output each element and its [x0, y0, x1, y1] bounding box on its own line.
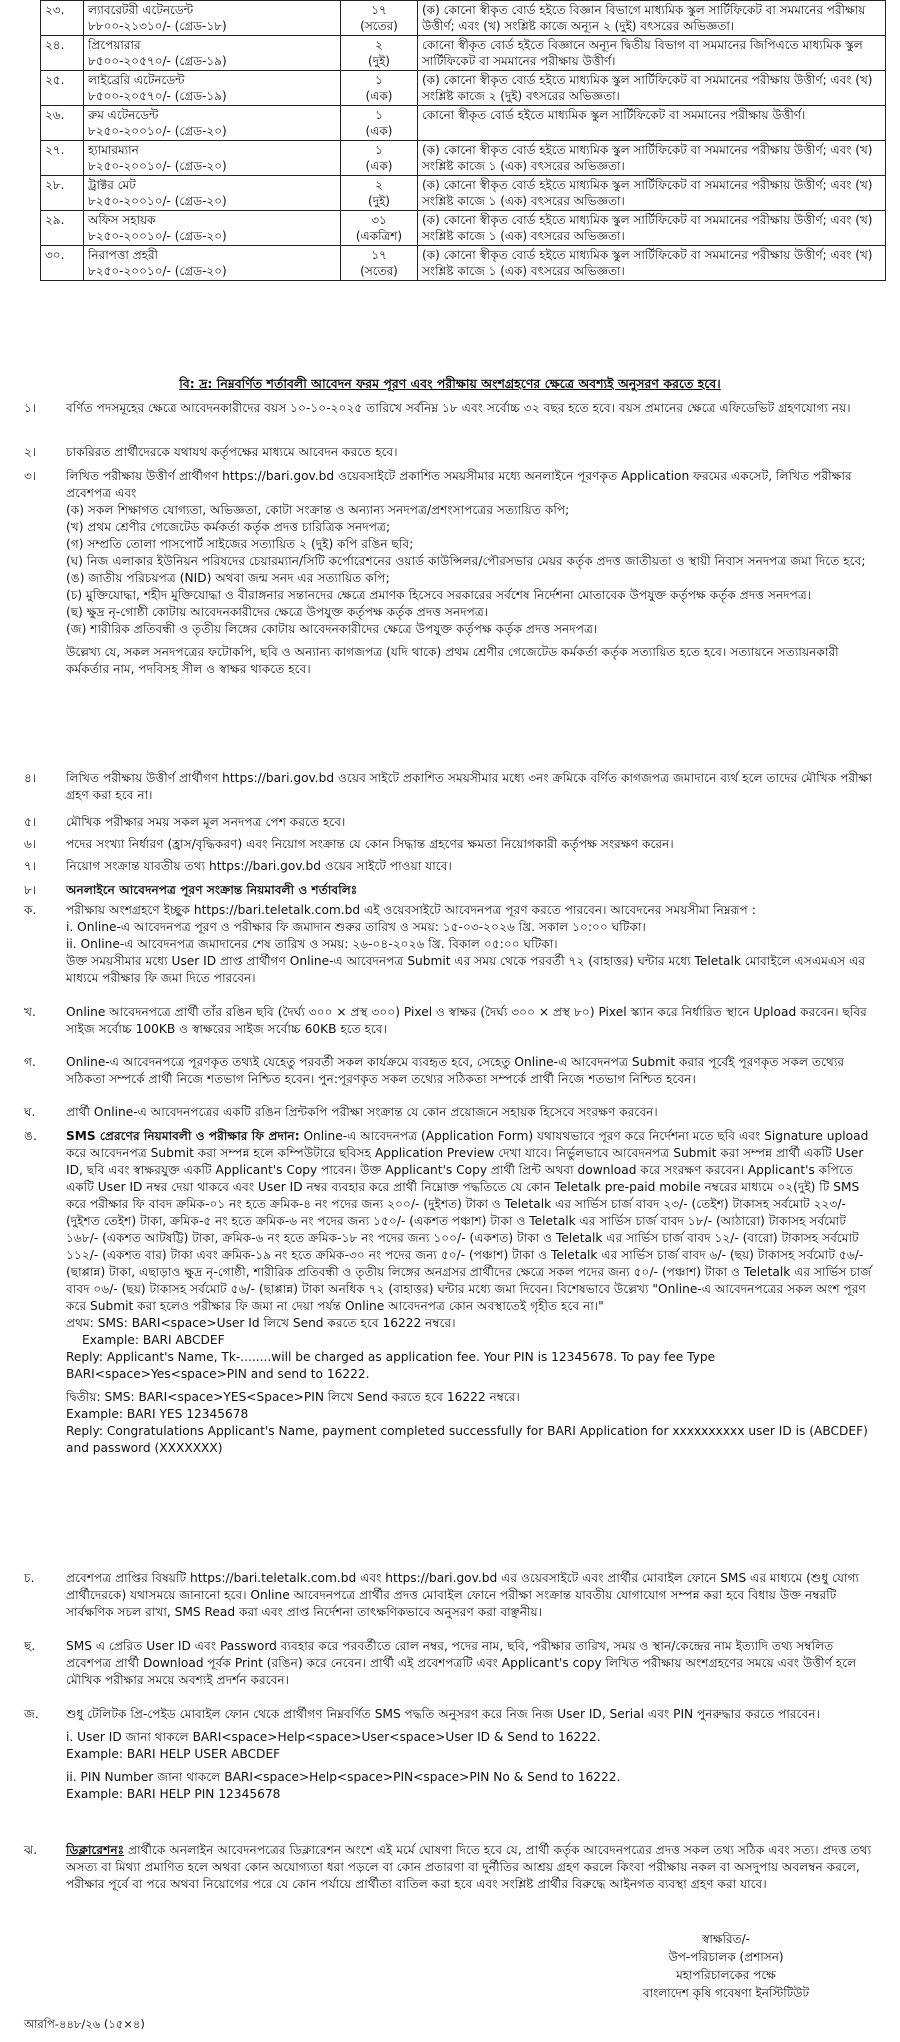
qualification: কোনো স্বীকৃত বোর্ড হইতে বিজ্ঞানে অন্যূন দ্বিতীয় বিভাগ বা সমমানের জিপিএতে মাধ্যমিক স্কুল সার্টিফিকেট বা সমমানের পরীক্ষায় উত্তীর্ণ।: [418, 36, 886, 71]
post-name: অফিস সহায়ক: [88, 213, 156, 227]
post-name-cell: [84, 106, 341, 141]
pay-scale: ৮৫০০-২০৫৭০/- (গ্রেড-১৯): [88, 54, 227, 68]
row-serial: ২৪.: [41, 36, 84, 71]
post-name: নিরাপত্তা প্রহরী: [88, 248, 158, 262]
table-row: [41, 106, 886, 141]
post-count: ২: [375, 178, 383, 192]
qualification: (ক) কোনো স্বীকৃত বোর্ড হইতে মাধ্যমিক স্কুল সার্টিফিকেট বা সমমানের পরীক্ষায় উত্তীর্ণ; এবং (খ) সংশ্লিষ্ট কাজে ১ (এক) বৎসরের অভিজ্ঞতা।: [418, 176, 886, 211]
row-serial: ২৭.: [41, 141, 84, 176]
notice-heading: বি: দ্র: নিম্নবর্ণিত শর্তাবলী আবেদন ফরম পূরণ এবং পরীক্ষায় অংশগ্রহণের ক্ষেত্রে অবশ্যই অনুসরণ করতে হবে।: [179, 376, 721, 391]
footer-ref: আরপি-৪৪৮/২৬ (১৫×৪): [24, 2017, 145, 2031]
post-name: রুম এটেনডেন্ট: [88, 108, 159, 122]
post-count-cell: [341, 246, 418, 281]
row-serial: ৩০.: [41, 246, 84, 281]
row-serial: ২৮.: [41, 176, 84, 211]
post-count-word: (দুই): [368, 54, 390, 68]
table-row: [41, 176, 886, 211]
qualification: (ক) কোনো স্বীকৃত বোর্ড হইতে মাধ্যমিক স্কুল সার্টিফিকেট বা সমমানের পরীক্ষায় উত্তীর্ণ; এবং (খ) সংশ্লিষ্ট কাজে ১ (এক) বৎসরের অভিজ্ঞতা।: [418, 211, 886, 246]
pay-scale: ৮২৫০-২০০১০/- (গ্রেড-২০): [88, 229, 227, 243]
post-name: ট্রাক্টর মেট: [88, 178, 136, 192]
post-count-word: (এক): [365, 124, 393, 138]
qualification: (ক) কোনো স্বীকৃত বোর্ড হইতে বিজ্ঞান বিভাগে মাধ্যমিক স্কুল সার্টিফিকেট বা সমমানের পরীক্ষায় উত্তীর্ণ; এবং (খ) সংশ্লিষ্ট কাজে অন্যূন ২ (দুই) বৎসরের অভিজ্ঞতা।: [418, 1, 886, 36]
post-name-cell: [84, 141, 341, 176]
qualification: (ক) কোনো স্বীকৃত বোর্ড হইতে মাধ্যমিক স্কুল সার্টিফিকেট বা সমমানের পরীক্ষায় উত্তীর্ণ; এবং (খ) সংশ্লিষ্ট কাজে ১ (এক) বৎসরের অভিজ্ঞতা।: [418, 246, 886, 281]
post-count-word: (এক): [365, 159, 393, 173]
table-row: [41, 211, 886, 246]
post-name: ল্যাবরেটরী এটেনডেন্ট: [88, 3, 194, 17]
row-serial: ২৯.: [41, 211, 84, 246]
table-row: [41, 141, 886, 176]
post-count-cell: [341, 71, 418, 106]
qualification: কোনো স্বীকৃত বোর্ড হইতে মাধ্যমিক স্কুল সার্টিফিকেট বা সমমানের পরীক্ষায় উত্তীর্ণ।: [418, 106, 886, 141]
post-count-cell: [341, 1, 418, 36]
post-count-word: (একত্রিশ): [355, 229, 403, 243]
row-serial: ২৫.: [41, 71, 84, 106]
post-name-cell: [84, 71, 341, 106]
post-name: প্রিপেয়ারার: [88, 38, 141, 52]
post-count-cell: [341, 36, 418, 71]
post-count-cell: [341, 176, 418, 211]
pay-scale: ৮২৫০-২০০১০/- (গ্রেড-২০): [88, 194, 227, 208]
post-count-word: (সতের): [360, 264, 398, 278]
post-name-cell: [84, 176, 341, 211]
table-row: [41, 36, 886, 71]
post-count: ২: [375, 38, 383, 52]
post-name-cell: [84, 211, 341, 246]
post-count: ১: [375, 73, 383, 87]
post-count: ৩১: [371, 213, 387, 227]
post-count-word: (দুই): [368, 194, 390, 208]
post-count-cell: [341, 141, 418, 176]
post-count-cell: [341, 106, 418, 141]
post-count: ১৭: [371, 3, 387, 17]
post-name: হ্যামারম্যান: [88, 143, 139, 157]
pay-scale: ৮৫০০-২০৫৭০/- (গ্রেড-১৯): [88, 89, 227, 103]
post-name: লাইব্রেরি এটেনডেন্ট: [88, 73, 185, 87]
table-row: [41, 71, 886, 106]
table-row: [41, 246, 886, 281]
post-count-cell: [341, 211, 418, 246]
signature-block: স্বাক্ষরিত/- উপ-পরিচালক (প্রশাসন) মহাপরিচালকের পক্ষে বাংলাদেশ কৃষি গবেষণা ইনস্টিটিউট: [642, 1932, 810, 2000]
table-row: [41, 1, 886, 36]
posts-table: [40, 0, 886, 281]
post-count: ১: [375, 108, 383, 122]
post-name-cell: [84, 36, 341, 71]
qualification: (ক) কোনো স্বীকৃত বোর্ড হইতে মাধ্যমিক স্কুল সার্টিফিকেট বা সমমানের পরীক্ষায় উত্তীর্ণ; এবং (খ) সংশ্লিষ্ট কাজে ২ (দুই) বৎসরের অভিজ্ঞতা।: [418, 71, 886, 106]
post-count: ১: [375, 143, 383, 157]
pay-scale: ৮২৫০-২০০১০/- (গ্রেড-২০): [88, 264, 227, 278]
post-count: ১৭: [371, 248, 387, 262]
pay-scale: ৮২৫০-২০০১০/- (গ্রেড-২০): [88, 124, 227, 138]
row-serial: ২৬.: [41, 106, 84, 141]
document-page: ২৩. ল্যাবরেটরী এটেনডেন্ট ৮৮০০-২১৩১০/- (গ্রেড-১৮) ১৭ (সতের) (ক) কোনো স্বীকৃত বোর্ড হইতে বিজ্ঞান বিভাগে মাধ্যমিক স্কুল সার্টিফিকেট বা সমমানের পরীক্ষায় উত্তীর্ণ; এবং (খ) সংশ্লিষ্ট কাজে অন্যূন ২ (দুই) বৎসরের অভিজ্ঞতা। ২৪. প্রিপেয়ারার ৮৫০০-২০৫৭০/- (গ্রেড-১৯) ২ (দুই) কোনো স্বীকৃত বোর্ড হইতে বিজ্ঞানে অন্যূন দ্বিতীয় বিভাগ বা সমমানের জিপিএতে মাধ্যমিক স্কুল সার্টিফিকেট বা সমমানের পরীক্ষায় উত্তীর্ণ। ২৫. লাইব্রেরি এটেনডেন্ট ৮৫০০-২০৫৭০/- (গ্রেড-১৯) ১ (এক) (ক) কোনো স্বীকৃত বোর্ড হইতে মাধ্যমিক স্কুল সার্টিফিকেট বা সমমানের পরীক্ষায় উত্তীর্ণ; এবং (খ) সংশ্লিষ্ট কাজে ২ (দুই) বৎসরের অভিজ্ঞতা। ২৬. রুম এটেনডেন্ট ৮২৫০-২০০১০/- (গ্রেড-২০) ১ (এক) কোনো স্বীকৃত বোর্ড হইতে মাধ্যমিক স্কুল সার্টিফিকেট বা সমমানের পরীক্ষায় উত্তীর্ণ। ২৭. হ্যামারম্যান ৮২৫০-২০০১০/- (গ্রেড-২০) ১ (এক) (ক) কোনো স্বীকৃত বোর্ড হইতে মাধ্যমিক স্কুল সার্টিফিকেট বা সমমানের পরীক্ষায় উত্তীর্ণ; এবং (খ) সংশ্লিষ্ট কাজে ১ (এক) বৎসরের অভিজ্ঞতা। ২৮. ট্রাক্টর মেট ৮২৫০-২০০১০/- (গ্রেড-২০) ২ (দুই) (ক) কোনো স্বীকৃত বোর্ড হইতে মাধ্যমিক স্কুল সার্টিফিকেট বা সমমানের পরীক্ষায় উত্তীর্ণ; এবং (খ) সংশ্লিষ্ট কাজে ১ (এক) বৎসরের অভিজ্ঞতা। ২৯. অফিস সহায়ক ৮২৫০-২০০১০/- (গ্রেড-২০) ৩১ (একত্রিশ) (ক) কোনো স্বীকৃত বোর্ড হইতে মাধ্যমিক স্কুল সার্টিফিকেট বা সমমানের পরীক্ষায় উত্তীর্ণ; এবং (খ) সংশ্লিষ্ট কাজে ১ (এক) বৎসরের অভিজ্ঞতা। ৩০. নিরাপত্তা প্রহরী ৮২৫০-২০০১০/- (গ্রেড-২০) ১৭ (সতের) (ক) কোনো স্বীকৃত বোর্ড হইতে মাধ্যমিক স্কুল সার্টিফিকেট বা সমমানের পরীক্ষায় উত্তীর্ণ; এবং (খ) সংশ্লিষ্ট কাজে ১ (এক) বৎসরের অভিজ্ঞতা। বি: দ্র: নিম্নবর্ণিত শর্তাবলী আবেদন ফরম পূরণ এবং পরীক্ষায় অংশগ্রহণের ক্ষেত্রে অবশ্যই অনুসরণ করতে হবে। ১। বর্ণিত পদসমূহের ক্ষেত্রে আবেদনকারীদের বয়স ১০-১০-২০২৫ তারিখে সর্বনিম্ন ১৮ এবং সর্বোচ্চ ৩২ বছর হতে হবে। বয়স প্রমানের ক্ষেত্রে এফিডেভিট গ্রহণযোগ্য নয়। ২। চাকরিরত প্রার্থীদেরকে যথাযথ কর্তৃপক্ষের মাধ্যমে আবেদন করতে হবে। ৩। লিখিত পরীক্ষায় উত্তীর্ণ প্রার্থীগণ https://bari.gov.bd ওয়েবসাইটে প্রকাশিত সময়সীমার মধ্যে অনলাইনে পূরণকৃত Application ফরমের একসেট, লিখিত পরীক্ষার প্রবেশপত্র এবং (ক) সকল শিক্ষাগত যোগ্যতা, অভিজ্ঞতা, কোটা সংক্রান্ত ও অন্যান্য সনদপত্র/প্রশংসাপত্রের সত্যায়িত কপি; (খ) প্রথম শ্রেণীর গেজেটেড কর্মকর্তা কর্তৃক প্রদত্ত চারিত্রিক সনদপত্র; (গ) সম্প্রতি তোলা পাসপোর্ট সাইজের সত্যায়িত ২ (দুই) কপি রঙিন ছবি; (ঘ) নিজ এলাকার ইউনিয়ন পরিষদের চেয়ারম্যান/সিটি কর্পোরেশনের ওয়ার্ড কাউন্সিলর/পৌরসভার মেয়র কর্তৃক প্রদত্ত জাতীয়তা ও স্থায়ী নিবাস সনদপত্র জমা দিতে হবে; (ঙ) জাতীয় পরিচয়পত্র (NID) অথবা জন্ম সনদ এর সত্যায়িত কপি; (চ) মুক্তিযোদ্ধা, শহীদ মুক্তিযোদ্ধা ও বীরাঙ্গনার সন্তানদের ক্ষেত্রে প্রমাণক হিসেবে সরকারের সর্বশেষ নির্দেশনা মোতাবেক উপযুক্ত কর্তৃপক্ষ কর্তৃক প্রদত্ত সনদপত্র। (ছ) ক্ষুদ্র নৃ-গোষ্ঠী কোটায় আবেদনকারীদের ক্ষেত্রে উপযুক্ত কর্তৃপক্ষ কর্তৃক প্রদত্ত সনদপত্র। (জ) শারীরিক প্রতিবন্ধী ও তৃতীয় লিঙ্গের কোটায় আবেদনকারীদের ক্ষেত্রে উপযুক্ত কর্তৃপক্ষ কর্তৃক প্রদত্ত সনদপত্র। উল্লেখ্য যে, সকল সনদপত্রের ফটোকপি, ছবি ও অন্যান্য কাগজপত্র (যদি থাকে) প্রথম শ্রেণীর গেজেটেড কর্মকর্তা কর্তৃক সত্যায়িত হতে হবে। সত্যায়নে সত্যায়নকারী কর্মকর্তার নাম, পদবিসহ সীল ও স্বাক্ষর থাকতে হবে। ৪। লিখিত পরীক্ষায় উত্তীর্ণ প্রার্থীগণ https://bari.gov.bd ওয়েব সাইটে প্রকাশিত সময়সীমার মধ্যে ৩নং ক্রমিকে বর্ণিত কাগজপত্র জমাদানে ব্যর্থ হলে তাদের মৌখিক পরীক্ষা গ্রহণ করা হবে না। ৫। মৌখিক পরীক্ষার সময় সকল মূল সনদপত্র পেশ করতে হবে। ৬। পদের সংখ্যা নির্ধারণ (হ্রাস/বৃদ্ধিকরণ) এবং নিয়োগ সংক্রান্ত যে কোন সিদ্ধান্ত গ্রহণের ক্ষমতা নিয়োগকারী কর্তৃপক্ষ সংরক্ষণ করেন। ৭। নিয়োগ সংক্রান্ত যাবতীয় তথ্য https://bari.gov.bd ওয়েব সাইটে পাওয়া যাবে। ৮। অনলাইনে আবেদনপত্র পূরণ সংক্রান্ত নিয়মাবলী ও শর্তাবলিঃ ক. পরীক্ষায় অংশগ্রহণে ইচ্ছুক https://bari.teletalk.com.bd এই ওয়েবসাইটে আবেদনপত্র পূরণ করতে পারবেন। আবেদনের সময়সীমা নিম্নরূপ : i. Online-এ আবেদনপত্র পূরণ ও পরীক্ষার ফি জমাদান শুরুর তারিখ ও সময়: ১৫-০৩-২০২৬ খ্রি. সকাল ১০:০০ ঘটিকা। ii. Online-এ আবেদনপত্র জমাদানের শেষ তারিখ ও সময়: ২৬-০৪-২০২৬ খ্রি. বিকাল ০৫:০০ ঘটিকা। উক্ত সময়সীমার মধ্যে User ID প্রাপ্ত প্রার্থীগণ Online-এ আবেদনপত্র Submit এর সময় থেকে পরবর্তী ৭২ (বাহাত্তর) ঘন্টার মধ্যে Teletalk মোবাইলে এসএমএস এর মাধ্যমে পরীক্ষার ফি জমা দিতে পারবেন। খ. Online আবেদনপত্রে প্রার্থী তাঁর রঙিন ছবি (দৈর্ঘ্য ৩০০ × প্রস্থ ৩০০) Pixel ও স্বাক্ষর (দৈর্ঘ্য ৩০০ × প্রস্থ ৮০) Pixel স্ক্যান করে নির্ধারিত স্থানে Upload করবেন। ছবির সাইজ সর্বোচ্চ 100KB ও স্বাক্ষরের সাইজ সর্বোচ্চ 60KB হতে হবে। গ. Online-এ আবেদনপত্রে পূরণকৃত তথ্যই যেহেতু পরবর্তী সকল কার্যক্রমে ব্যবহৃত হবে, সেহেতু Online-এ আবেদনপত্র Submit করার পূর্বেই পূরণকৃত সকল তথ্যের সঠিকতা সম্পর্কে প্রার্থী নিজে শতভাগ নিশ্চিত হবেন। পুন:পূরণকৃত সকল তথ্যের সঠিকতা সম্পর্কে প্রার্থী নিজে শতভাগ নিশ্চিত হবেন। ঘ. প্রার্থী Online-এ আবেদনপত্রের একটি রঙিন প্রিন্টকপি পরীক্ষা সংক্রান্ত যে কোন প্রয়োজনে সহায়ক হিসেবে সংরক্ষণ করবেন। ঙ. SMS প্রেরণের নিয়মাবলী ও পরীক্ষার ফি প্রদান: Online-এ আবেদনপত্র (Application Form) যথাযথভাবে পূরণ করে নির্দেশনা মতে ছবি এবং Signature upload করে আবেদনপত্র Submit করা সম্পন্ন হলে কম্পিউটারে ছবিসহ Application Preview দেখা যাবে। নির্ভুলভাবে আবেদনপত্র Submit করা সম্পন্ন প্রার্থী একটি User ID, ছবি এবং স্বাক্ষরযুক্ত একটি Applicant's Copy পাবেন। উক্ত Applicant's Copy প্রার্থী প্রিন্ট অথবা download করে সংরক্ষণ করবেন। Applicant's কপিতে একটি User ID নম্বর দেয়া থাকবে এবং User ID নম্বর ব্যবহার করে প্রার্থী নিম্নোক্ত পদ্ধতিতে যে কোন Teletalk pre-paid mobile নম্বরের মাধ্যমে ০২(দুই) টি SMS করে পরীক্ষার ফি বাবদ ক্রমিক-০১ নং হতে ক্রমিক-৪ নং পদের জন্য ২০০/- (দুইশত) টাকা ও Teletalk এর সার্ভিস চার্জ বাবদ ২৩/- (তেইশ) টাকাসহ সর্বমোট ২২৩/- (দুইশত তেইশ) টাকা, ক্রমিক-৫ নং হতে ক্রমিক-৬ নং পদের জন্য ১৫০/- (একশত পঞ্চাশ) টাকা ও Teletalk এর সার্ভিস চার্জ বাবদ ১৮/- (আঠারো) টাকাসহ সর্বমোট ১৬৮/- (একশত আটষট্টি) টাকা, ক্রমিক-৬ নং হতে ক্রমিক-১৮ নং পদের জন্য ১০০/- (একশত) টাকা ও Teletalk এর সার্ভিস চার্জ বাবদ ১২/- (বারো) টাকাসহ সর্বমোট ১১২/- (একশত বার) টাকা এবং ক্রমিক-১৯ নং হতে ক্রমিক-৩০ নং পদের জন্য ৫০/- (পঞ্চাশ) টাকা ও Teletalk এর সার্ভিস চার্জ বাবদ ৬/- (ছয়) টাকাসহ সর্বমোট ৫৬/- (ছাপ্পান্ন) টাকা, এছাড়াও ক্ষুদ্র নৃ-গোষ্ঠী, শারীরিক প্রতিবন্ধী ও তৃতীয় লিঙ্গের অনগ্রসর প্রার্থীদের ক্ষেত্রে সকল পদের জন্য ৫০/- (পঞ্চাশ) টাকা ও Teletalk এর সার্ভিস চার্জ বাবদ ০৬/- (ছয়) টাকাসহ সর্বমোট ৫৬/- (ছাপ্পান্ন) টাকা অনধিক ৭২ (বাহাত্তর) ঘন্টার মধ্যে জমা দিবেন। বিশেষভাবে উল্লেখ্য "Online-এ আবেদনপত্রের সকল অংশ পূরণ করে Submit করা হলেও পরীক্ষার ফি জমা না দেয়া পর্যন্ত Online আবেদনপত্র কোন অবস্থাতেই গৃহীত হবে না।" প্রথম: SMS: BARI<space>User Id লিখে Send করতে হবে 16222 নম্বরে। Example: BARI ABCDEF Reply: Applicant's Name, Tk-........will be charged as application fee. Your PIN is 12345678. To pay fee Type BARI<space>Yes<space>PIN and send to 16222. দ্বিতীয়: SMS: BARI<space>YES<Space>PIN লিখে Send করতে হবে 16222 নম্বরে। Example: BARI YES 12345678 Reply: Congratulations Applicant's Name, payment completed successfully for BARI Application for xxxxxxxxxx user ID is (ABCDEF) and password (XXXXXXX) চ. প্রবেশপত্র প্রাপ্তির বিষয়টি https://bari.teletalk.com.bd এবং https://bari.gov.bd এর ওয়েবসাইটে এবং প্রার্থীর মোবাইল ফোনে SMS এর মাধ্যমে (শুধু যোগ্য প্রার্থীদেরকে) যথাসময়ে জানানো হবে। Online আবেদনপত্রে প্রার্থীর প্রদত্ত মোবাইল ফোনে পরীক্ষা সংক্রান্ত যাবতীয় যোগাযোগ সম্পন্ন করা হবে বিধায় উক্ত নম্বরটি সার্বক্ষণিক সচল রাখা, SMS Read করা এবং প্রাপ্ত নির্দেশনা তাৎক্ষণিকভাবে অনুসরণ করা বাঞ্ছনীয়। ছ. SMS এ প্রেরিত User ID এবং Password ব্যবহার করে পরবর্তীতে রোল নম্বর, পদের নাম, ছবি, পরীক্ষার তারিখ, সময় ও স্থান/কেন্দ্রের নাম ইত্যাদি তথ্য সম্বলিত প্রবেশপত্র প্রার্থী Download পূর্বক Print (রঙিন) করে নেবেন। প্রার্থী এই প্রবেশপত্রটি এবং Applicant's copy লিখিত পরীক্ষায় অংশগ্রহণের সময়ে এবং উত্তীর্ণ হলে মৌখিক পরীক্ষার সময়ে অবশ্যই প্রদর্শন করবেন। জ. শুধু টেলিটক প্রি-পেইড মোবাইল ফোন থেকে প্রার্থীগণ নিম্নবর্ণিত SMS পদ্ধতি অনুসরণ করে নিজ নিজ User ID, Serial এবং PIN পুনরুদ্ধার করতে পারবেন। i. User ID জানা থাকলে BARI<space>Help<space>User<space>User ID & Send to 16222. Example: BARI HELP USER ABCDEF ii. PIN Number জানা থাকলে BARI<space>Help<space>PIN<space>PIN No & Send to 16222. Example: BARI HELP PIN 12345678 ঝ. ডিক্লারেশনঃ প্রার্থীকে অনলাইন আবেদনপত্রের ডিক্লারেশন অংশে এই মর্মে ঘোষণা দিতে হবে যে, প্রার্থী কর্তৃক আবেদনপত্রের প্রদত্ত সকল তথ্য সঠিক এবং সত্য। প্রদত্ত তথ্য অসত্য বা মিথ্যা প্রমাণিত হলে অথবা কোন অযোগ্যতা ধরা পড়লে বা কোন প্রতারণা বা দুর্নীতির আশ্রয় গ্রহণ করলে কিংবা পরীক্ষায় নকল বা অসদুপায় অবলম্বন করলে, পরীক্ষার পূর্বে বা পরে অথবা নিয়োগের পরে যে কোন পর্যায়ে প্রার্থীতা বাতিল করা হবে এবং সংশ্লিষ্ট প্রার্থীর বিরুদ্ধে আইনগত ব্যবস্থা গ্রহণ করা যাবে। স্বাক্ষরিত/- উপ-পরিচালক (প্রশাসন) মহাপরিচালকের পক্ষে বাংলাদেশ কৃষি গবেষণা ইনস্টিটিউট আরপি-৪৪৮/২৬ (১৫×৪): [16, 0, 884, 2042]
pay-scale: ৮২৫০-২০০১০/- (গ্রেড-২০): [88, 159, 227, 173]
qualification: (ক) কোনো স্বীকৃত বোর্ড হইতে মাধ্যমিক স্কুল সার্টিফিকেট বা সমমানের পরীক্ষায় উত্তীর্ণ; এবং (খ) সংশ্লিষ্ট কাজে ১ (এক) বৎসরের অভিজ্ঞতা।: [418, 141, 886, 176]
post-count-word: (এক): [365, 89, 393, 103]
post-name-cell: [84, 246, 341, 281]
post-name-cell: [84, 1, 341, 36]
pay-scale: ৮৮০০-২১৩১০/- (গ্রেড-১৮): [88, 19, 227, 33]
row-serial: ২৩.: [41, 1, 84, 36]
post-count-word: (সতের): [360, 19, 398, 33]
